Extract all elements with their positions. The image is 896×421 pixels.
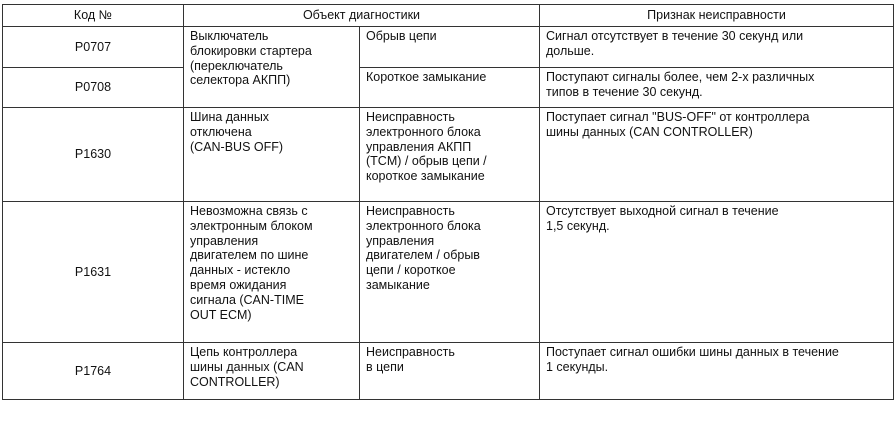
sign-cell: Сигнал отсутствует в течение 30 секунд или дольше. — [540, 27, 894, 68]
diagnostic-codes-table — [2, 4, 894, 400]
code-cell: P1630 — [3, 108, 184, 202]
table-header-row — [3, 5, 894, 27]
code-cell: P1764 — [3, 343, 184, 400]
header-sign: Признак неисправности — [540, 5, 894, 27]
sign-cell: Отсутствует выходной сигнал в течение 1,5 секунд. — [540, 202, 894, 343]
table-row — [3, 108, 894, 202]
sign-cell: Поступают сигналы более, чем 2-х различных типов в течение 30 секунд. — [540, 68, 894, 108]
sign-cell: Поступает сигнал "BUS-OFF" от контроллера шины данных (CAN CONTROLLER) — [540, 108, 894, 202]
object-cell: Цепь контроллера шины данных (CAN CONTROLLER) — [184, 343, 360, 400]
code-cell: P0708 — [3, 68, 184, 108]
header-code: Код № — [3, 5, 184, 27]
object-cell: Шина данных отключена (CAN-BUS OFF) — [184, 108, 360, 202]
table-row — [3, 343, 894, 400]
code-cell: P1631 — [3, 202, 184, 343]
detail-cell: Неисправность электронного блока управления АКПП (TCM) / обрыв цепи / короткое замыкание — [360, 108, 540, 202]
detail-cell: Обрыв цепи — [360, 27, 540, 68]
sign-cell: Поступает сигнал ошибки шины данных в течение 1 секунды. — [540, 343, 894, 400]
detail-cell: Короткое замыкание — [360, 68, 540, 108]
object-cell: Выключатель блокировки стартера (переключатель селектора АКПП) — [184, 27, 360, 108]
code-cell: P0707 — [3, 27, 184, 68]
header-object: Объект диагностики — [184, 5, 540, 27]
object-cell: Невозможна связь с электронным блоком управления двигателем по шине данных - истекло время ожидания сигнала (CAN-TIME OUT ECM) — [184, 202, 360, 343]
detail-cell: Неисправность в цепи — [360, 343, 540, 400]
detail-cell: Неисправность электронного блока управления двигателем / обрыв цепи / короткое замыкание — [360, 202, 540, 343]
table-row — [3, 68, 894, 108]
table-row — [3, 202, 894, 343]
table-row — [3, 27, 894, 68]
